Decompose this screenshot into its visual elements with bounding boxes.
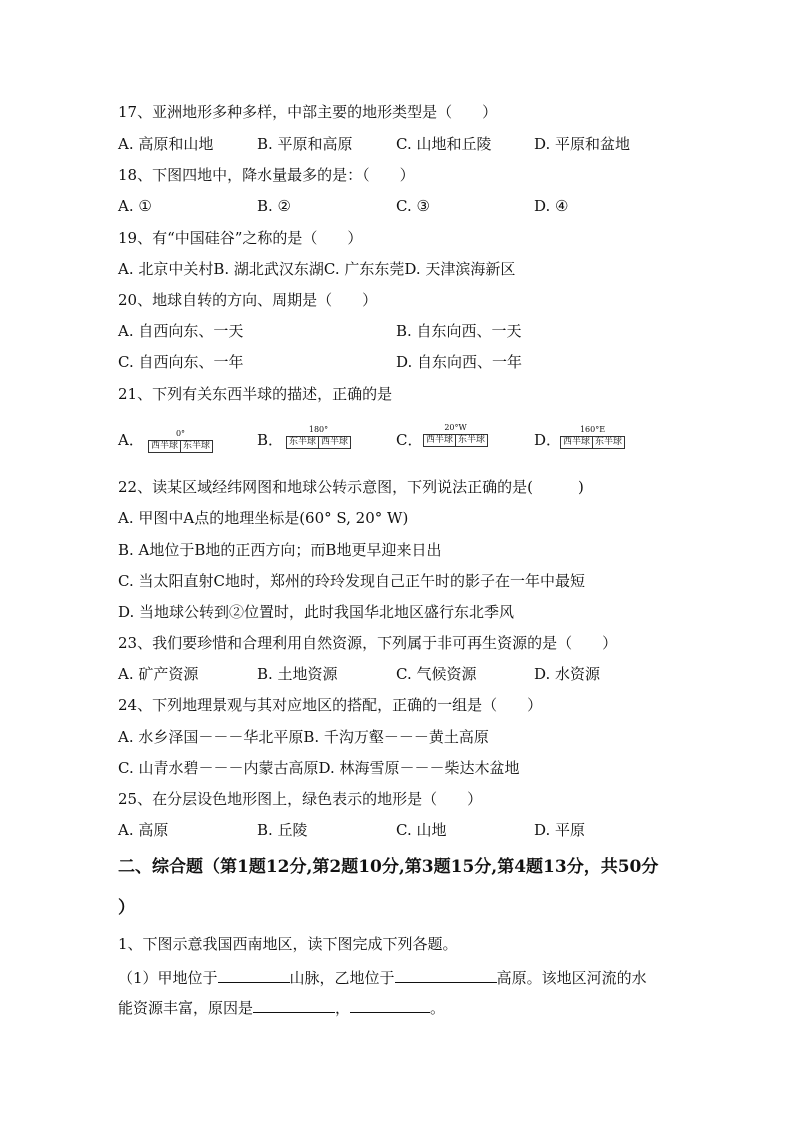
part-1-text-a: （1）甲地位于: [118, 969, 218, 987]
q21-option-c-letter: C．: [396, 431, 423, 449]
hemisphere-left: 西半球: [151, 441, 179, 451]
answer-blank-reason-1[interactable]: [253, 996, 335, 1013]
q23-option-c: C. 气候资源: [396, 665, 477, 683]
question-22-stem: 22、读某区域经纬网图和地球公转示意图，下列说法正确的是( ): [118, 478, 584, 496]
part-1-text-b: 山脉，乙地位于: [289, 969, 395, 987]
q20-option-c: C. 自西向东、一年: [118, 353, 244, 371]
q18-option-c: C. ③: [396, 197, 430, 215]
section-2-question-1-stem: 1、下图示意我国西南地区，读下图完成下列各题。: [118, 935, 458, 953]
q18-option-d: D. ④: [534, 197, 569, 215]
q17-option-d: D. 平原和盆地: [534, 135, 631, 153]
q21-option-d-letter: D．: [534, 431, 562, 449]
q25-option-c: C. 山地: [396, 821, 447, 839]
section-2-heading: 二、综合题（第1题12分,第2题10分,第3题15分,第4题13分，共50分: [118, 857, 659, 877]
q17-option-b: B. 平原和高原: [257, 135, 353, 153]
section-2-q1-part-1-line-2: [118, 996, 445, 1018]
question-19-stem: 19、有“中国硅谷”之称的是（ ）: [118, 229, 363, 247]
part-1-text-f: 。: [430, 999, 446, 1017]
question-20-stem: 20、地球自转的方向、周期是（ ）: [118, 291, 378, 309]
question-25-stem: 25、在分层设色地形图上，绿色表示的地形是（ ）: [118, 790, 483, 808]
answer-blank-reason-2[interactable]: [350, 996, 430, 1013]
q22-option-a: A. 甲图中A点的地理坐标是(60° S, 20° W): [118, 509, 409, 527]
q21-option-b-letter: B．: [257, 431, 284, 449]
meridian-label: 180°: [308, 425, 329, 434]
question-17-stem: 17、亚洲地形多种多样，中部主要的地形类型是（ ）: [118, 103, 498, 121]
q21-option-b-diagram: [286, 425, 351, 449]
answer-blank-mountain[interactable]: [218, 966, 290, 983]
q18-option-a: A. ①: [118, 197, 152, 215]
hemisphere-left: 东半球: [289, 437, 317, 447]
hemisphere-right: 东半球: [592, 437, 624, 448]
q25-option-a: A. 高原: [118, 821, 169, 839]
q23-option-a: A. 矿产资源: [118, 665, 199, 683]
part-1-text-e: ，: [335, 999, 351, 1017]
q20-option-b: B. 自东向西、一天: [396, 322, 522, 340]
q18-option-b: B. ②: [257, 197, 292, 215]
question-18-stem: 18、下图四地中，降水量最多的是：（ ）: [118, 166, 415, 184]
q24-options-line-1: A. 水乡泽国－－－华北平原B. 千沟万壑－－－黄土高原: [118, 728, 489, 746]
hemisphere-right: 西半球: [318, 437, 350, 448]
question-24-stem: 24、下列地理景观与其对应地区的搭配，正确的一组是（ ）: [118, 696, 543, 714]
q17-option-a: A. 高原和山地: [118, 135, 214, 153]
q17-option-c: C. 山地和丘陵: [396, 135, 492, 153]
q20-option-d: D. 自东向西、一年: [396, 353, 523, 371]
meridian-label: 20°W: [444, 423, 467, 432]
part-1-text-d: 能资源丰富，原因是: [118, 999, 254, 1017]
meridian-label: 0°: [175, 429, 186, 438]
meridian-label: 160°E: [579, 425, 606, 434]
q19-options: A. 北京中关村B. 湖北武汉东湖C. 广东东莞D. 天津滨海新区: [118, 260, 516, 278]
q21-option-d-diagram: [560, 425, 625, 449]
answer-blank-plateau[interactable]: [395, 966, 497, 983]
q22-option-d: D. 当地球公转到②位置时，此时我国华北地区盛行东北季风: [118, 603, 515, 621]
question-23-stem: 23、我们要珍惜和合理利用自然资源，下列属于非可再生资源的是（ ）: [118, 634, 618, 652]
q21-option-c-diagram: [423, 423, 488, 447]
hemisphere-left: 西半球: [426, 435, 454, 445]
q25-option-b: B. 丘陵: [257, 821, 308, 839]
hemisphere-right: 东半球: [180, 441, 212, 452]
question-21-stem: 21、下列有关东西半球的描述，正确的是: [118, 385, 393, 403]
q25-option-d: D. 平原: [534, 821, 586, 839]
q23-option-b: B. 土地资源: [257, 665, 338, 683]
section-2-q1-part-1-line-1: [118, 966, 647, 988]
q22-option-c: C. 当太阳直射C地时，郑州的玲玲发现自己正午时的影子在一年中最短: [118, 572, 585, 590]
part-1-text-c: 高原。该地区河流的水: [496, 969, 647, 987]
section-2-heading-continued: ）: [118, 898, 135, 918]
q21-option-a-letter: A．: [118, 431, 144, 449]
q21-option-a-diagram: [148, 429, 213, 453]
q22-option-b: B. A地位于B地的正西方向；而B地更早迎来日出: [118, 541, 442, 559]
q24-options-line-2: C. 山青水碧－－－内蒙古高原D. 林海雪原－－－柴达木盆地: [118, 759, 520, 777]
q20-option-a: A. 自西向东、一天: [118, 322, 244, 340]
q23-option-d: D. 水资源: [534, 665, 601, 683]
hemisphere-left: 西半球: [563, 437, 591, 447]
hemisphere-right: 东半球: [455, 435, 487, 446]
